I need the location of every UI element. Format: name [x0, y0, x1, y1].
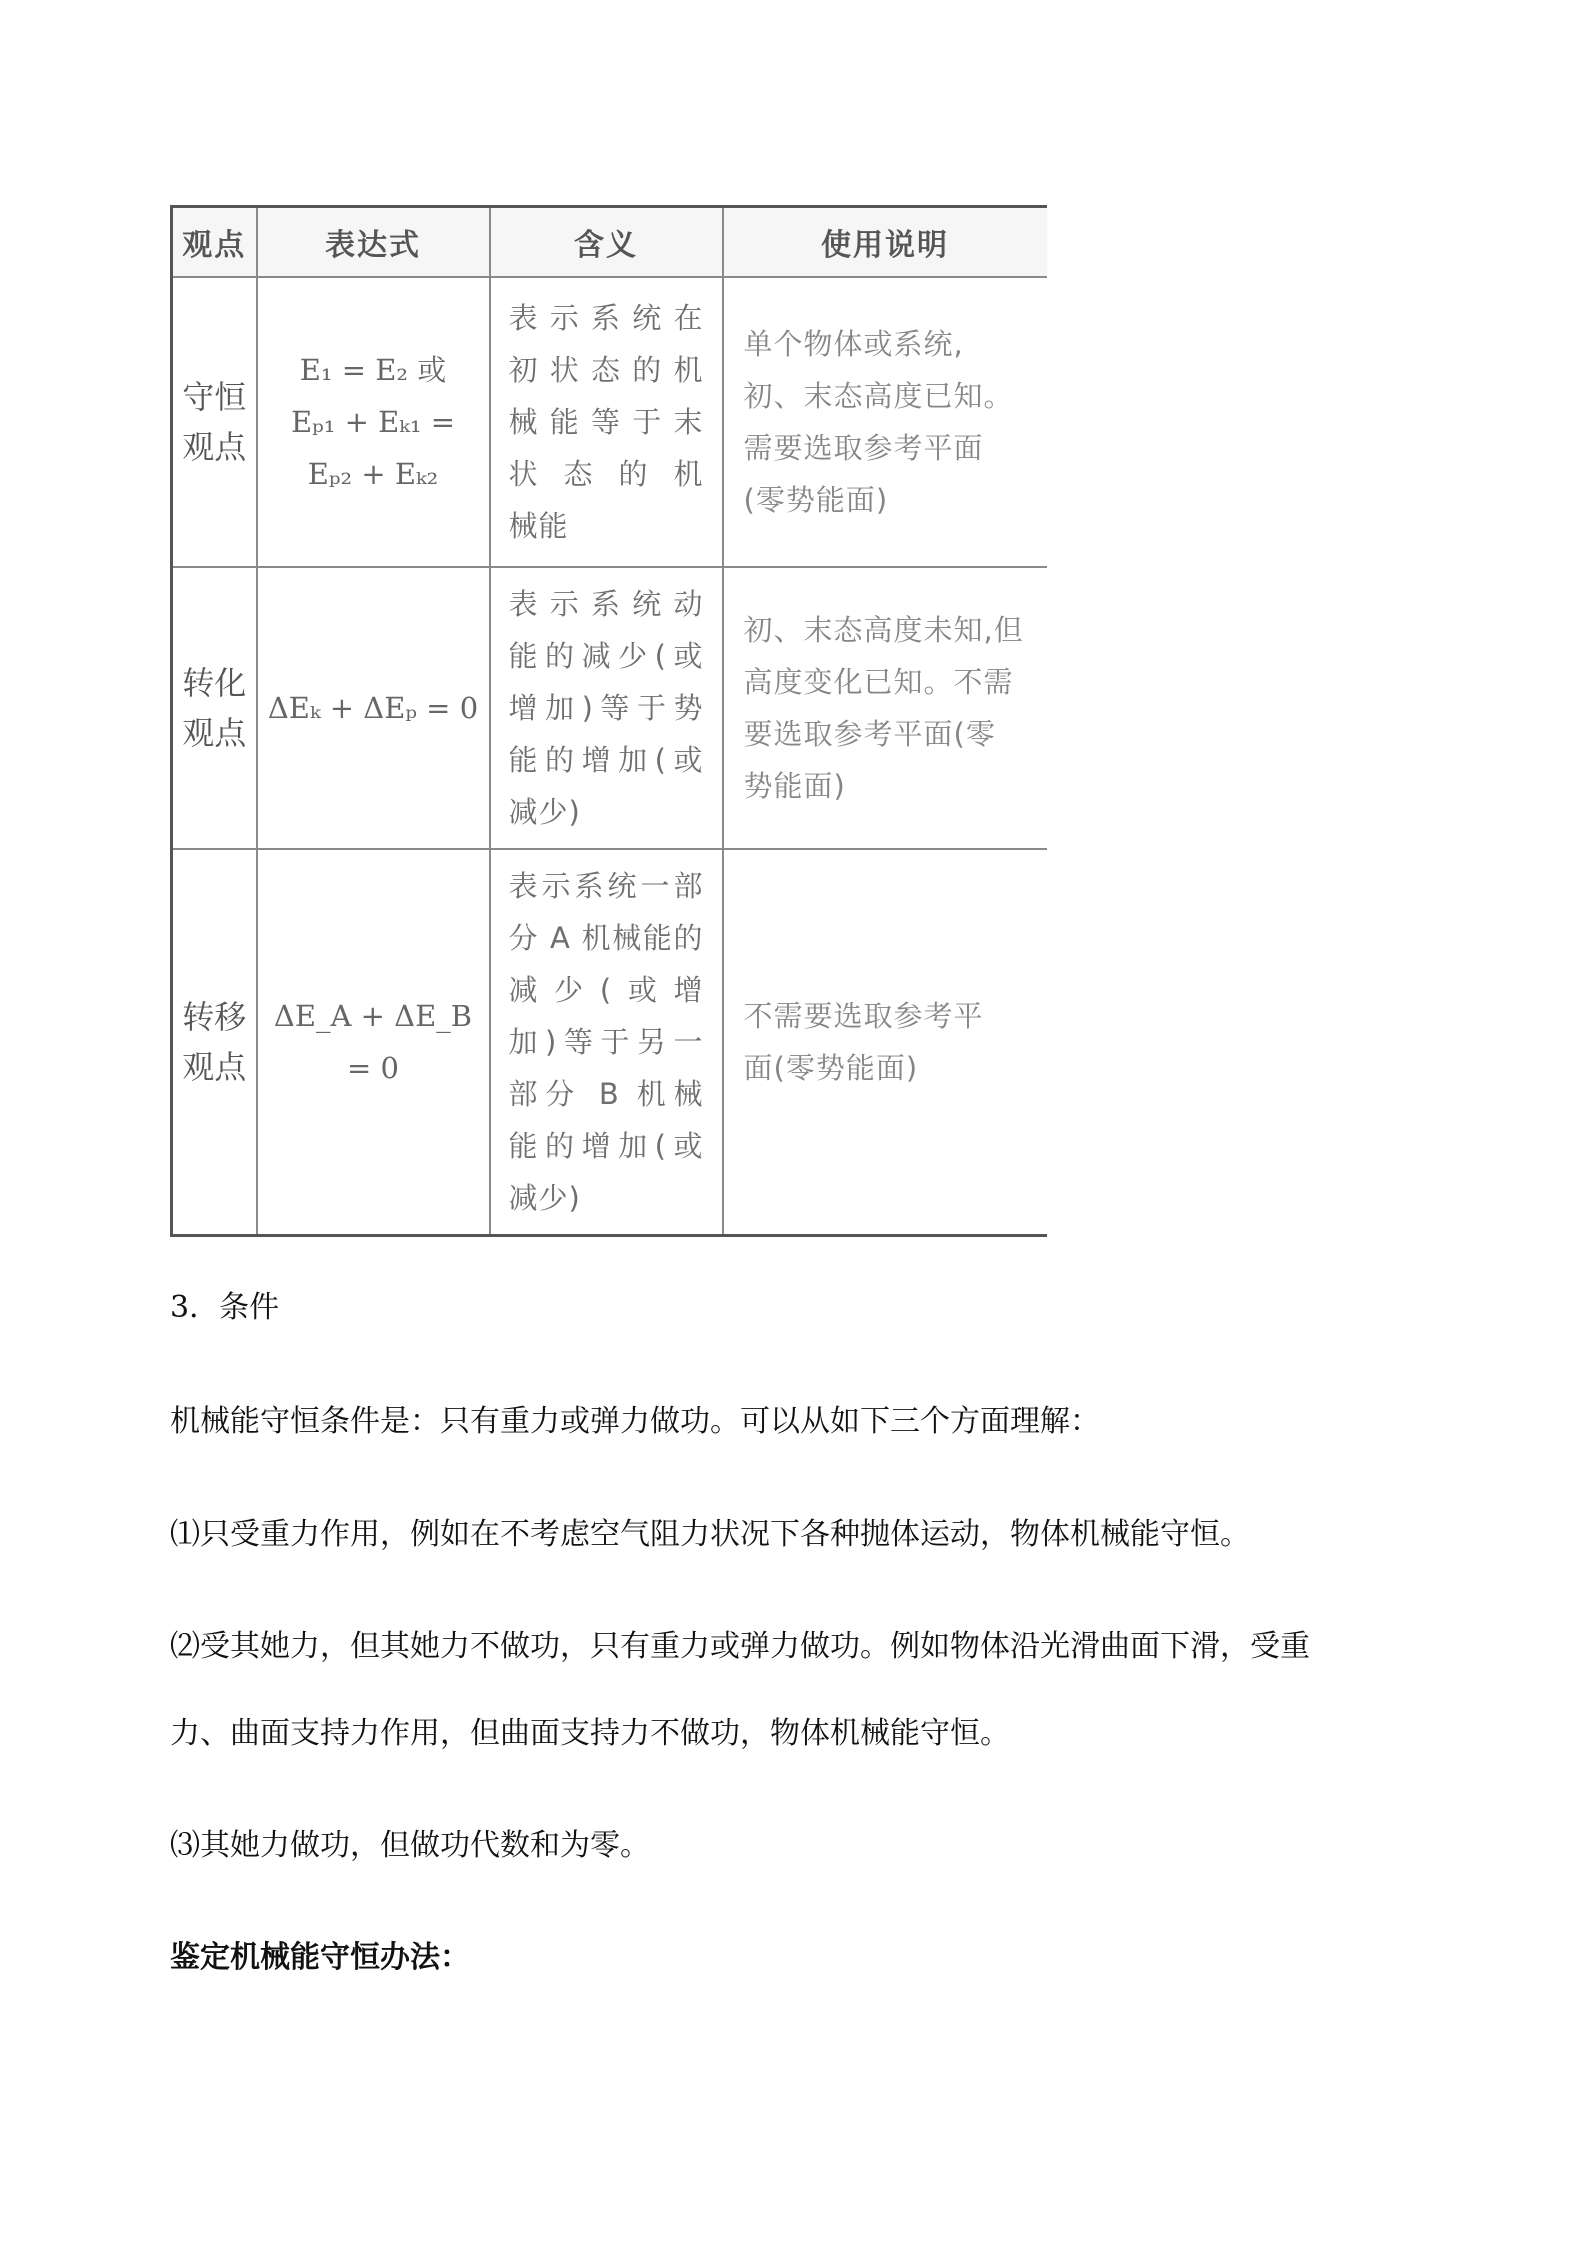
note-line: 初、末态高度未知,但: [743, 613, 1024, 647]
note-line: 势能面): [743, 769, 846, 803]
viewpoint-text: 守恒: [182, 378, 247, 416]
expression-line: E₁ = E₂ 或: [299, 353, 447, 387]
condition-item-3: ⑶其她力做功，但做功代数和为零。: [170, 1828, 650, 1863]
table-header-row: [172, 207, 1047, 278]
note-line: 不需要选取参考平: [743, 999, 984, 1033]
mechanical-energy-viewpoints-table: [170, 205, 1047, 1237]
header-expression: 表达式: [257, 207, 490, 278]
meaning-line: 能的减少(或: [508, 639, 704, 673]
meaning-line: 分 A 机械能的: [508, 921, 704, 955]
meaning-cell: [490, 277, 723, 567]
expression-cell: [257, 277, 490, 567]
viewpoint-cell: [172, 567, 257, 849]
note-line: 初、末态高度已知。: [743, 379, 1014, 413]
meaning-line: 械能: [508, 509, 569, 543]
viewpoint-text: 转化: [182, 664, 247, 702]
meaning-line: 能的增加(或: [508, 1129, 704, 1163]
viewpoint-text: 观点: [182, 1048, 247, 1086]
meaning-line: 减少): [508, 1181, 581, 1215]
table-row: [172, 567, 1047, 849]
viewpoint-text: 转移: [182, 998, 247, 1036]
note-line: 要选取参考平面(零: [743, 717, 996, 751]
note-line: 需要选取参考平面: [743, 431, 984, 465]
header-viewpoint: 观点: [172, 207, 257, 278]
meaning-line: 表示系统在: [508, 301, 704, 335]
expression-cell: [257, 567, 490, 849]
meaning-line: 部分 B 机械: [508, 1077, 704, 1111]
meaning-cell: [490, 567, 723, 849]
expression-line: Eₚ₂ + Eₖ₂: [307, 457, 439, 491]
meaning-line: 表示系统动: [508, 587, 704, 621]
section-title: 3．条件: [170, 1290, 280, 1325]
expression-line: ΔE_A + ΔE_B = 0: [273, 999, 473, 1085]
viewpoint-cell: [172, 277, 257, 567]
meaning-line: 表示系统一部: [508, 869, 704, 903]
condition-paragraph: 机械能守恒条件是：只有重力或弹力做功。可以从如下三个方面理解：: [170, 1404, 1100, 1439]
method-heading: 鉴定机械能守恒办法：: [170, 1940, 470, 1975]
usage-note-cell: [723, 567, 1047, 849]
expression-line: Eₚ₁ + Eₖ₁ =: [290, 405, 456, 439]
note-line: 面(零势能面): [743, 1051, 919, 1085]
viewpoint-text: 观点: [182, 714, 247, 752]
meaning-line: 能的增加(或: [508, 743, 704, 777]
usage-note-cell: [723, 849, 1047, 1236]
note-line: 高度变化已知。不需: [743, 665, 1014, 699]
note-line: (零势能面): [743, 483, 889, 517]
header-meaning: 含义: [490, 207, 723, 278]
condition-item-1: ⑴只受重力作用，例如在不考虑空气阻力状况下各种抛体运动，物体机械能守恒。: [170, 1517, 1250, 1552]
table-row: [172, 849, 1047, 1236]
meaning-cell: [490, 849, 723, 1236]
header-usage-notes: 使用说明: [723, 207, 1047, 278]
note-line: 单个物体或系统,: [743, 327, 964, 361]
usage-note-cell: [723, 277, 1047, 567]
viewpoint-text: 观点: [182, 428, 247, 466]
meaning-line: 减少(或增: [508, 973, 704, 1007]
meaning-line: 增加)等于势: [508, 691, 704, 725]
meaning-line: 减少): [508, 795, 581, 829]
table-row: [172, 277, 1047, 567]
meaning-line: 加)等于另一: [508, 1025, 704, 1059]
condition-item-2-line-2: 力、曲面支持力作用，但曲面支持力不做功，物体机械能守恒。: [170, 1716, 1010, 1751]
meaning-line: 初状态的机: [508, 353, 704, 387]
viewpoint-cell: [172, 849, 257, 1236]
expression-line: ΔEₖ + ΔEₚ = 0: [267, 691, 479, 725]
meaning-line: 械能等于末: [508, 405, 704, 439]
expression-cell: [257, 849, 490, 1236]
condition-item-2-line-1: ⑵受其她力，但其她力不做功，只有重力或弹力做功。例如物体沿光滑曲面下滑，受重: [170, 1629, 1310, 1664]
meaning-line: 状态的机: [508, 457, 704, 491]
